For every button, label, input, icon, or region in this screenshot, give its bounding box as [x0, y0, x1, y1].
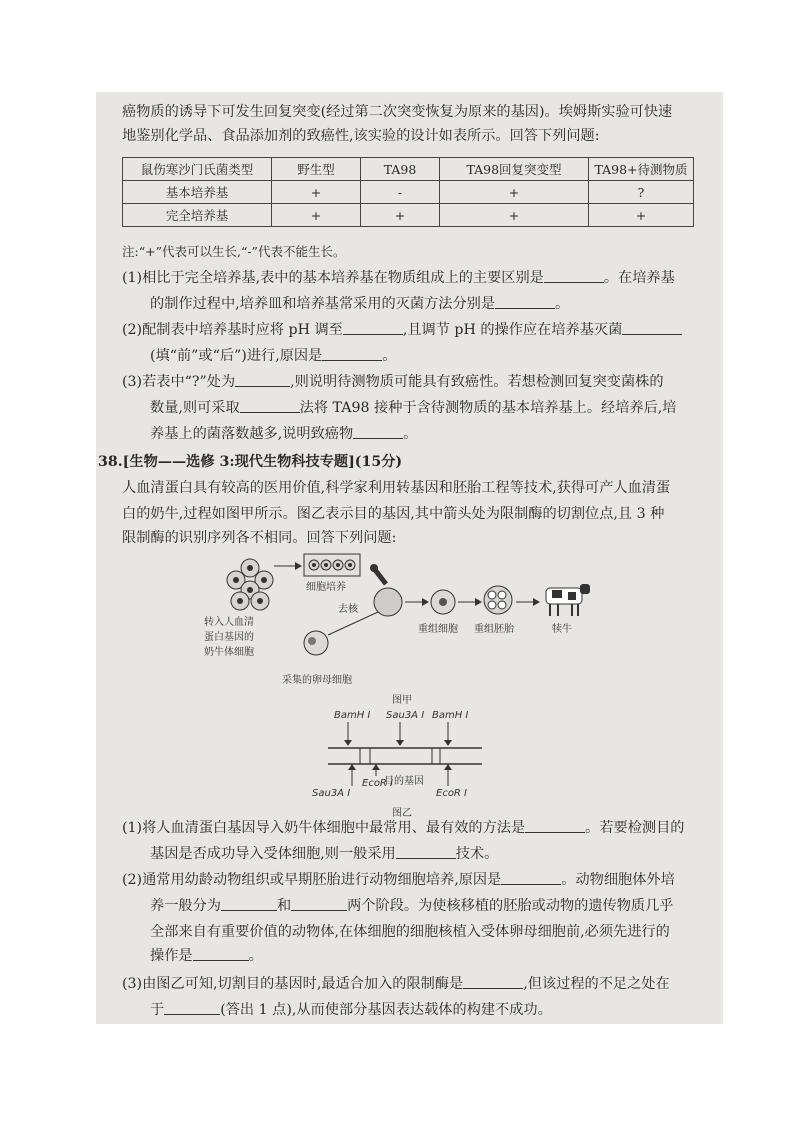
arrow-icon [533, 598, 540, 606]
cut-arrow-icon [444, 740, 452, 746]
enucleate-label: 去核 [338, 604, 358, 615]
q37-3-text-b: ,则说明待测物质可能具有致癌性。若想检测回复突变菌株的 [290, 374, 664, 390]
table-header-cell: TA98+待测物质 [589, 158, 694, 181]
q38-3-text-c: 于 [150, 1002, 165, 1018]
q38-2-text-h: 。 [248, 948, 263, 964]
answer-blank [544, 268, 604, 283]
answer-blank [235, 372, 290, 387]
q38-3-text-b: ,但该过程的不足之处在 [523, 976, 670, 992]
q38-1-text-d: 技术。 [455, 846, 499, 862]
intro-line-1: 癌物质的诱导下可发生回复突变(经过第二次突变恢复为原来的基因)。埃姆斯实验可快速 [122, 104, 673, 120]
q37-3-text-c: 数量,则可采取 [150, 400, 240, 416]
q38-1-line2 [150, 844, 750, 864]
q38-1-line1 [122, 818, 722, 838]
answer-blank [322, 346, 382, 361]
q38-intro-3: 限制酶的识别序列各不相同。回答下列问题: [122, 530, 397, 546]
q38-2-line1 [122, 870, 722, 890]
target-gene-label: 目的基因 [384, 776, 424, 787]
enucleated-egg-icon [374, 588, 402, 616]
donor-cells-icon [227, 559, 273, 610]
table-note: 注:“+”代表可以生长,“-”代表不能生长。 [122, 244, 346, 259]
q37-1-line2 [150, 294, 750, 314]
oocyte-icon [304, 631, 328, 655]
figure-b-caption: 图乙 [392, 808, 412, 819]
figure-panel [200, 540, 600, 860]
answer-blank [463, 974, 523, 989]
table-header-cell: 野生型 [272, 158, 361, 181]
table-cell: + [361, 204, 440, 227]
table-header-row [123, 158, 694, 181]
table-cell: + [440, 204, 589, 227]
q38-2-text-a: (2)通常用幼龄动物组织或早期胚胎进行动物细胞培养,原因是 [122, 872, 502, 888]
table-cell: + [589, 204, 694, 227]
q37-2-text-d: 。 [382, 348, 397, 364]
q37-2-line2 [150, 346, 750, 366]
cut-arrow-icon [396, 740, 404, 746]
q38-3-text-a: (3)由图乙可知,切割目的基因时,最适合加入的限制酶是 [122, 976, 464, 992]
q38-2-text-b: 。动物细胞体外培 [561, 872, 675, 888]
answer-blank [164, 1000, 220, 1015]
q38-intro-2: 白的奶牛,过程如图甲所示。图乙表示目的基因,其中箭头处为限制酶的切割位点,且 3 种 [122, 506, 665, 522]
answer-blank [343, 320, 403, 335]
recombined-cell-label: 重组细胞 [418, 624, 458, 635]
table-cell: + [272, 181, 361, 204]
answer-blank [193, 946, 249, 961]
ecor1-right-label: EcoR Ⅰ [436, 788, 468, 799]
answer-blank [221, 896, 277, 911]
q37-3-text-a: (3)若表中“?”处为 [122, 374, 236, 390]
q37-2-text-b: ,且调节 pH 的操作应在培养基灭菌 [402, 322, 623, 338]
cut-arrow-icon [344, 740, 352, 746]
q37-1-text-d: 。 [555, 296, 570, 312]
pipette-icon [370, 564, 386, 584]
q38-intro-1: 人血清蛋白具有较高的医用价值,科学家利用转基因和胚胎工程等技术,获得可产人血清蛋 [122, 480, 671, 496]
answer-blank [240, 398, 300, 413]
bamh1-right-label: BamH Ⅰ [432, 710, 469, 721]
culture-dish-icon [304, 554, 360, 576]
table-cell: ? [589, 181, 694, 204]
target-gene-box [370, 748, 432, 764]
cell-culture-label: 细胞培养 [306, 582, 346, 593]
q38-3-line1 [122, 974, 722, 994]
q38-3-text-d: (答出 1 点),从而使部分基因表达载体的构建不成功。 [220, 1002, 552, 1018]
cut-arrow-icon [372, 764, 380, 770]
cut-arrow-icon [444, 764, 452, 770]
q38-title: 38.[生物——选修 3:现代生物科技专题](15分) [98, 454, 403, 470]
ecor1-left-label: EcoR Ⅰ [362, 778, 394, 789]
answer-blank [291, 896, 347, 911]
q37-3-line3 [150, 424, 750, 444]
intro-line-2: 地鉴别化学品、食品添加剂的致癌性,该实验的设计如表所示。回答下列问题: [122, 128, 600, 144]
table-row [123, 181, 694, 204]
q37-3-text-f: 。 [403, 426, 418, 442]
calf-label: 犊牛 [552, 624, 572, 635]
oocyte-label: 采集的卵母细胞 [282, 675, 352, 686]
answer-blank [501, 870, 561, 885]
recombined-embryo-label: 重组胚胎 [474, 624, 514, 635]
figure-a [204, 554, 590, 706]
donor-label-3: 奶牛体细胞 [204, 647, 254, 658]
q37-3-text-e: 养基上的菌落数越多,说明致癌物 [150, 426, 354, 442]
q37-1-text-c: 的制作过程中,培养皿和培养基常采用的灭菌方法分别是 [150, 296, 496, 312]
q38-1-text-a: (1)将人血清蛋白基因导入奶牛体细胞中最常用、最有效的方法是 [122, 820, 526, 836]
answer-blank [495, 294, 555, 309]
figure-b [312, 710, 482, 819]
table-header-cell: 鼠伤寒沙门氏菌类型 [123, 158, 272, 181]
table-cell: 完全培养基 [123, 204, 272, 227]
table-row [123, 204, 694, 227]
table-cell: + [272, 204, 361, 227]
ames-test-table [122, 157, 694, 227]
q37-1-text-b: 。在培养基 [603, 270, 675, 286]
calf-icon [546, 584, 590, 616]
answer-blank [396, 844, 456, 859]
table-cell: + [440, 181, 589, 204]
q38-2-line3: 全部来自有重要价值的动物体,在体细胞的细胞核植入受体卵母细胞前,必须先进行的 [150, 924, 670, 940]
q37-3-line2 [150, 398, 750, 418]
sau3a1-top-label: Sau3A Ⅰ [386, 710, 425, 721]
q37-2-text-a: (2)配制表中培养基时应将 pH 调至 [122, 322, 343, 338]
table-cell: - [361, 181, 440, 204]
answer-blank [525, 818, 585, 833]
bamh1-left-label: BamH Ⅰ [334, 710, 371, 721]
arrow-icon [295, 562, 302, 570]
figure-a-caption: 图甲 [392, 695, 412, 706]
q38-1-text-b: 。若要检测目的 [585, 820, 685, 836]
donor-label-1: 转入人血清 [204, 617, 254, 628]
q37-2-text-c: (填“前”或“后”)进行,原因是 [150, 348, 323, 364]
arrow-icon [422, 598, 429, 606]
q38-2-line2 [150, 896, 750, 916]
donor-label-2: 蛋白基因的 [204, 632, 254, 643]
q38-2-line4 [150, 946, 750, 966]
q37-3-line1 [122, 372, 722, 392]
table-header-cell: TA98 [361, 158, 440, 181]
table-cell: 基本培养基 [123, 181, 272, 204]
cut-arrow-icon [348, 764, 356, 770]
arrow-icon [475, 598, 482, 606]
answer-blank [622, 320, 682, 335]
q37-3-text-d: 法将 TA98 接种于含待测物质的基本培养基上。经培养后,培 [299, 400, 677, 416]
q37-2-line1 [122, 320, 722, 340]
embryo-icon [484, 586, 512, 614]
q38-2-text-g: 操作是 [150, 948, 193, 964]
sau3a1-bottom-label: Sau3A Ⅰ [312, 788, 351, 799]
q38-2-text-e: 两个阶段。为使核移植的胚胎或动物的遗传物质几乎 [347, 898, 674, 914]
q37-1-text-a: (1)相比于完全培养基,表中的基本培养基在物质组成上的主要区别是 [122, 270, 544, 286]
answer-blank [353, 424, 403, 439]
recombined-cell-icon [431, 590, 455, 614]
q37-1-line1 [122, 268, 722, 288]
table-header-cell: TA98回复突变型 [440, 158, 589, 181]
q38-2-text-c: 养一般分为 [150, 898, 221, 914]
q38-3-line2 [150, 1000, 750, 1020]
q38-2-text-d: 和 [276, 898, 292, 914]
q38-1-text-c: 基因是否成功导入受体细胞,则一般采用 [150, 846, 396, 862]
